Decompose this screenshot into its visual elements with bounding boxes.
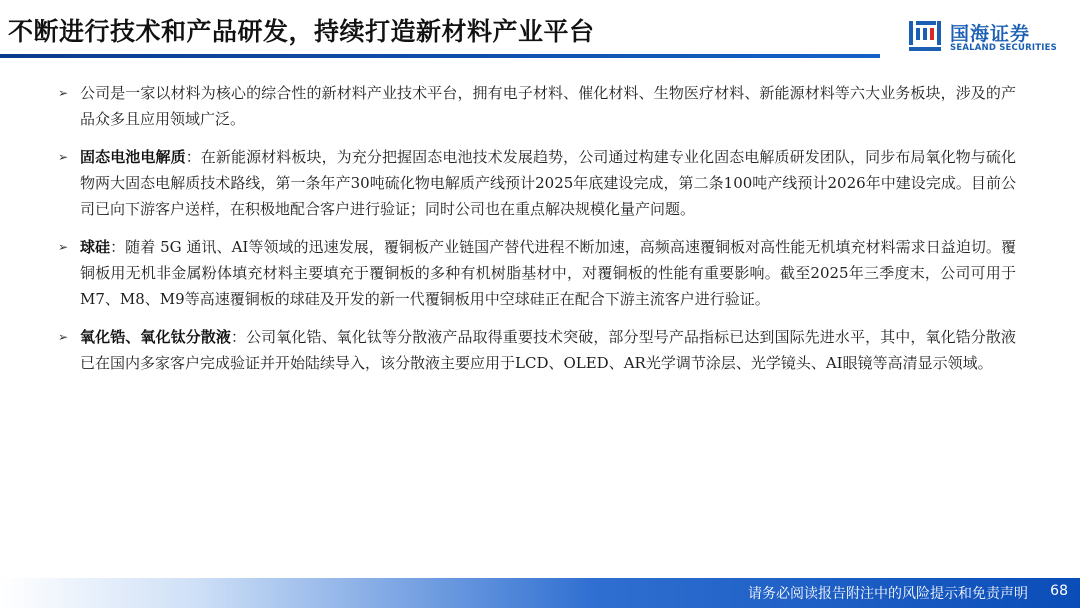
- bullet-item-dispersion: [56, 324, 1016, 376]
- bullet-text: ：随着 5G 通讯、AI等领域的迅速发展，覆铜板产业链国产替代进程不断加速，高频高速覆铜板对高性能无机填充材料需求日益迫切。覆铜板用无机非金属粉体填充材料主要填充于覆铜板的多种有机树脂基材中，对覆铜板的性能有重要影响。截至2025年三季度末，公司可用于M7、M8、M9等高速覆铜板的球硅及开发的新一代覆铜板用中空球硅正在配合下游主流客户进行验证。: [80, 238, 1016, 308]
- header: [0, 0, 1080, 60]
- arrow-bullet-icon: ➢: [58, 86, 69, 100]
- footer-bar: [0, 578, 1080, 608]
- bullet-text: 公司是一家以材料为核心的综合性的新材料产业技术平台，拥有电子材料、催化材料、生物医疗材料、新能源材料等六大业务板块，涉及的产品众多且应用领域广泛。: [80, 84, 1016, 128]
- logo-name-cn: 国海证券: [950, 23, 1031, 45]
- sealand-logo-icon: [908, 18, 944, 54]
- bullet-list: [56, 80, 1016, 388]
- page-number: 68: [1050, 583, 1068, 599]
- bullet-text: ：在新能源材料板块，为充分把握固态电池技术发展趋势，公司通过构建专业化固态电解质研发团队，同步布局氧化物与硫化物两大固态电解质技术路线，第一条年产30吨硫化物电解质产线预计2025年底建设完成，第二条100吨产线预计2026年中建设完成。目前公司已向下游客户送样，在积极地配合客户进行验证；同时公司也在重点解决规模化量产问题。: [80, 148, 1016, 218]
- bullet-item-solid-electrolyte: [56, 144, 1016, 222]
- arrow-bullet-icon: ➢: [58, 150, 69, 164]
- page-title: 不断进行技术和产品研发，持续打造新材料产业平台: [8, 17, 595, 46]
- bullet-text: ：公司氧化锆、氧化钛等分散液产品取得重要技术突破，部分型号产品指标已达到国际先进水平，其中，氧化锆分散液已在国内多家客户完成验证并开始陆续导入，该分散液主要应用于LCD、OLED、AR光学调节涂层、光学镜头、AI眼镜等高清显示领域。: [80, 328, 1016, 372]
- company-logo: [908, 18, 1068, 58]
- bullet-label: 球硅: [80, 238, 111, 256]
- arrow-bullet-icon: ➢: [58, 330, 69, 344]
- header-divider: [0, 54, 880, 58]
- logo-name-en: SEALAND SECURITIES: [950, 43, 1057, 53]
- arrow-bullet-icon: ➢: [58, 240, 69, 254]
- bullet-item-overview: [56, 80, 1016, 132]
- bullet-label: 固态电池电解质: [80, 148, 186, 166]
- bullet-label: 氧化锆、氧化钛分散液: [80, 328, 231, 346]
- disclaimer-link[interactable]: 请务必阅读报告附注中的风险提示和免责声明: [748, 586, 1028, 602]
- bullet-item-spherical-silica: [56, 234, 1016, 312]
